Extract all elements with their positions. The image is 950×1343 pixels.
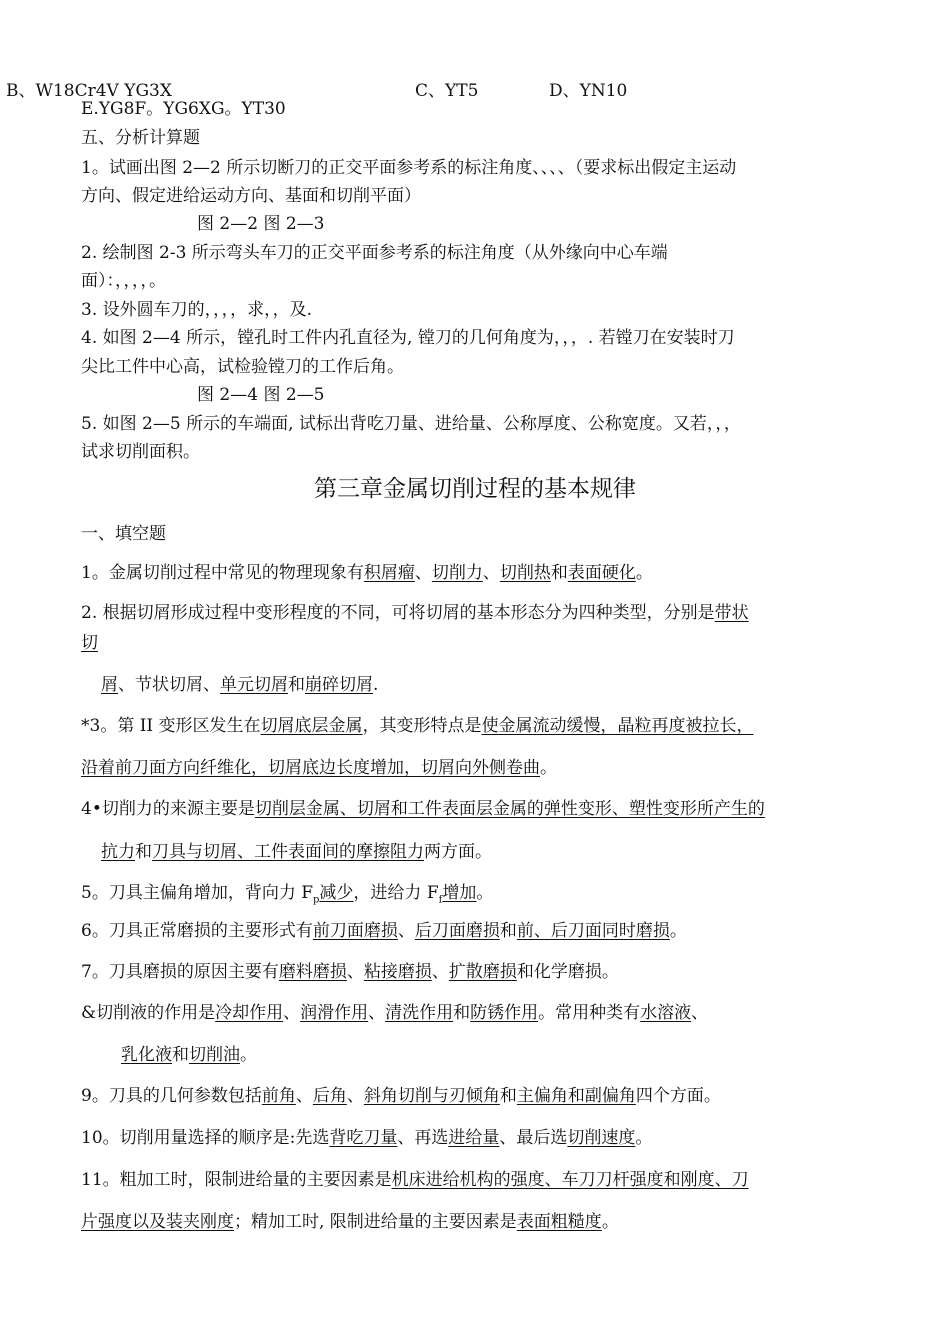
fill-q2-line1: 2. 根据切屑形成过程中变形程度的不同，可将切屑的基本形态分为四种类型，分别是带状 — [81, 603, 749, 623]
option-d-clipped: D、YN10 — [549, 81, 628, 101]
figure-caption-2-2: 图 2—2 图 2—3 — [197, 214, 325, 234]
option-b-clipped: B、W18Cr4V YG3X — [6, 81, 172, 101]
calc-q1-line1: 1。试画出图 2—2 所示切断刀的正交平面参考系的标注角度、、、、（要求标出假定主运动 — [81, 158, 737, 178]
fill-q1: 1。金属切削过程中常见的物理现象有积屑瘤、切削力、切削热和表面硬化。 — [81, 563, 653, 583]
option-e: E.YG8F。YG6XG。YT30 — [81, 99, 286, 119]
fill-q6: 6。刀具正常磨损的主要形式有前刀面磨损、后刀面磨损和前、后刀面同时磨损。 — [81, 921, 687, 941]
calc-q4-line2: 尖比工件中心高，试检验镗刀的工作后角。 — [81, 357, 404, 377]
fill-q8-line1: &切削液的作用是冷却作用、润滑作用、清洗作用和防锈作用。常用种类有水溶液、 — [81, 1003, 709, 1023]
fill-q8-line2: 乳化液和切削油。 — [121, 1045, 257, 1065]
calc-q2-line2: 面）：，，，，。 — [81, 271, 166, 291]
fill-q3-line2: 沿着前刀面方向纤维化，切屑底边长度增加，切屑向外侧卷曲。 — [81, 758, 557, 778]
chapter-title: 第三章金属切削过程的基本规律 — [314, 476, 636, 502]
fill-q4-line2: 抗力和刀具与切屑、工件表面间的摩擦阻力两方面。 — [101, 842, 492, 862]
fill-q7: 7。刀具磨损的原因主要有磨料磨损、粘接磨损、扩散磨损和化学磨损。 — [81, 962, 619, 982]
figure-caption-2-4: 图 2—4 图 2—5 — [197, 385, 325, 405]
fill-q3-line1: *3。第 II 变形区发生在切屑底层金属，其变形特点是使金属流动缓慢，晶粒再度被拉长， — [81, 716, 754, 736]
fill-q2-line3: 屑、节状切屑、单元切屑和崩碎切屑. — [101, 675, 379, 695]
calc-q3: 3. 设外圆车刀的，，，，求，，及. — [81, 300, 313, 320]
fill-q11-line2: 片强度以及装夹刚度；精加工时, 限制进给量的主要因素是表面粗糙度。 — [81, 1212, 619, 1232]
fill-q11-line1: 11。粗加工时，限制进给量的主要因素是机床进给机构的强度、车刀刀杆强度和刚度、刀 — [81, 1170, 749, 1190]
fill-q5: 5。刀具主偏角增加，背向力 $F_p$减少，进给力 $F_f$增加。 — [81, 883, 494, 906]
fill-q10: 10。切削用量选择的顺序是:先选背吃刀量、再选进给量、最后选切削速度。 — [81, 1128, 653, 1148]
calc-q4-line1: 4. 如图 2—4 所示，镗孔时工件内孔直径为, 镗刀的几何角度为，，，. 若镗刀在安装时刀 — [81, 328, 735, 348]
calc-q5-line2: 试求切削面积。 — [81, 442, 200, 462]
calc-q2-line1: 2. 绘制图 2-3 所示弯头车刀的正交平面参考系的标注角度（从外缘向中心车端 — [81, 243, 668, 263]
fill-q9: 9。刀具的几何参数包括前角、后角、斜角切削与刃倾角和主偏角和副偏角四个方面。 — [81, 1086, 721, 1106]
calc-q1-line2: 方向、假定进给运动方向、基面和切削平面） — [81, 186, 421, 206]
section-five-heading: 五、分析计算题 — [81, 128, 200, 148]
fill-q4-line1: 4•切削力的来源主要是切削层金属、切屑和工件表面层金属的弹性变形、塑性变形所产生的 — [81, 799, 765, 819]
fill-heading: 一、填空题 — [81, 524, 166, 544]
fill-q2-line2: 切 — [81, 633, 98, 653]
calc-q5-line1: 5. 如图 2—5 所示的车端面, 试标出背吃刀量、进给量、公称厚度、公称宽度。又若，，， — [81, 414, 741, 434]
option-c-clipped: C、YT5 — [415, 81, 479, 101]
